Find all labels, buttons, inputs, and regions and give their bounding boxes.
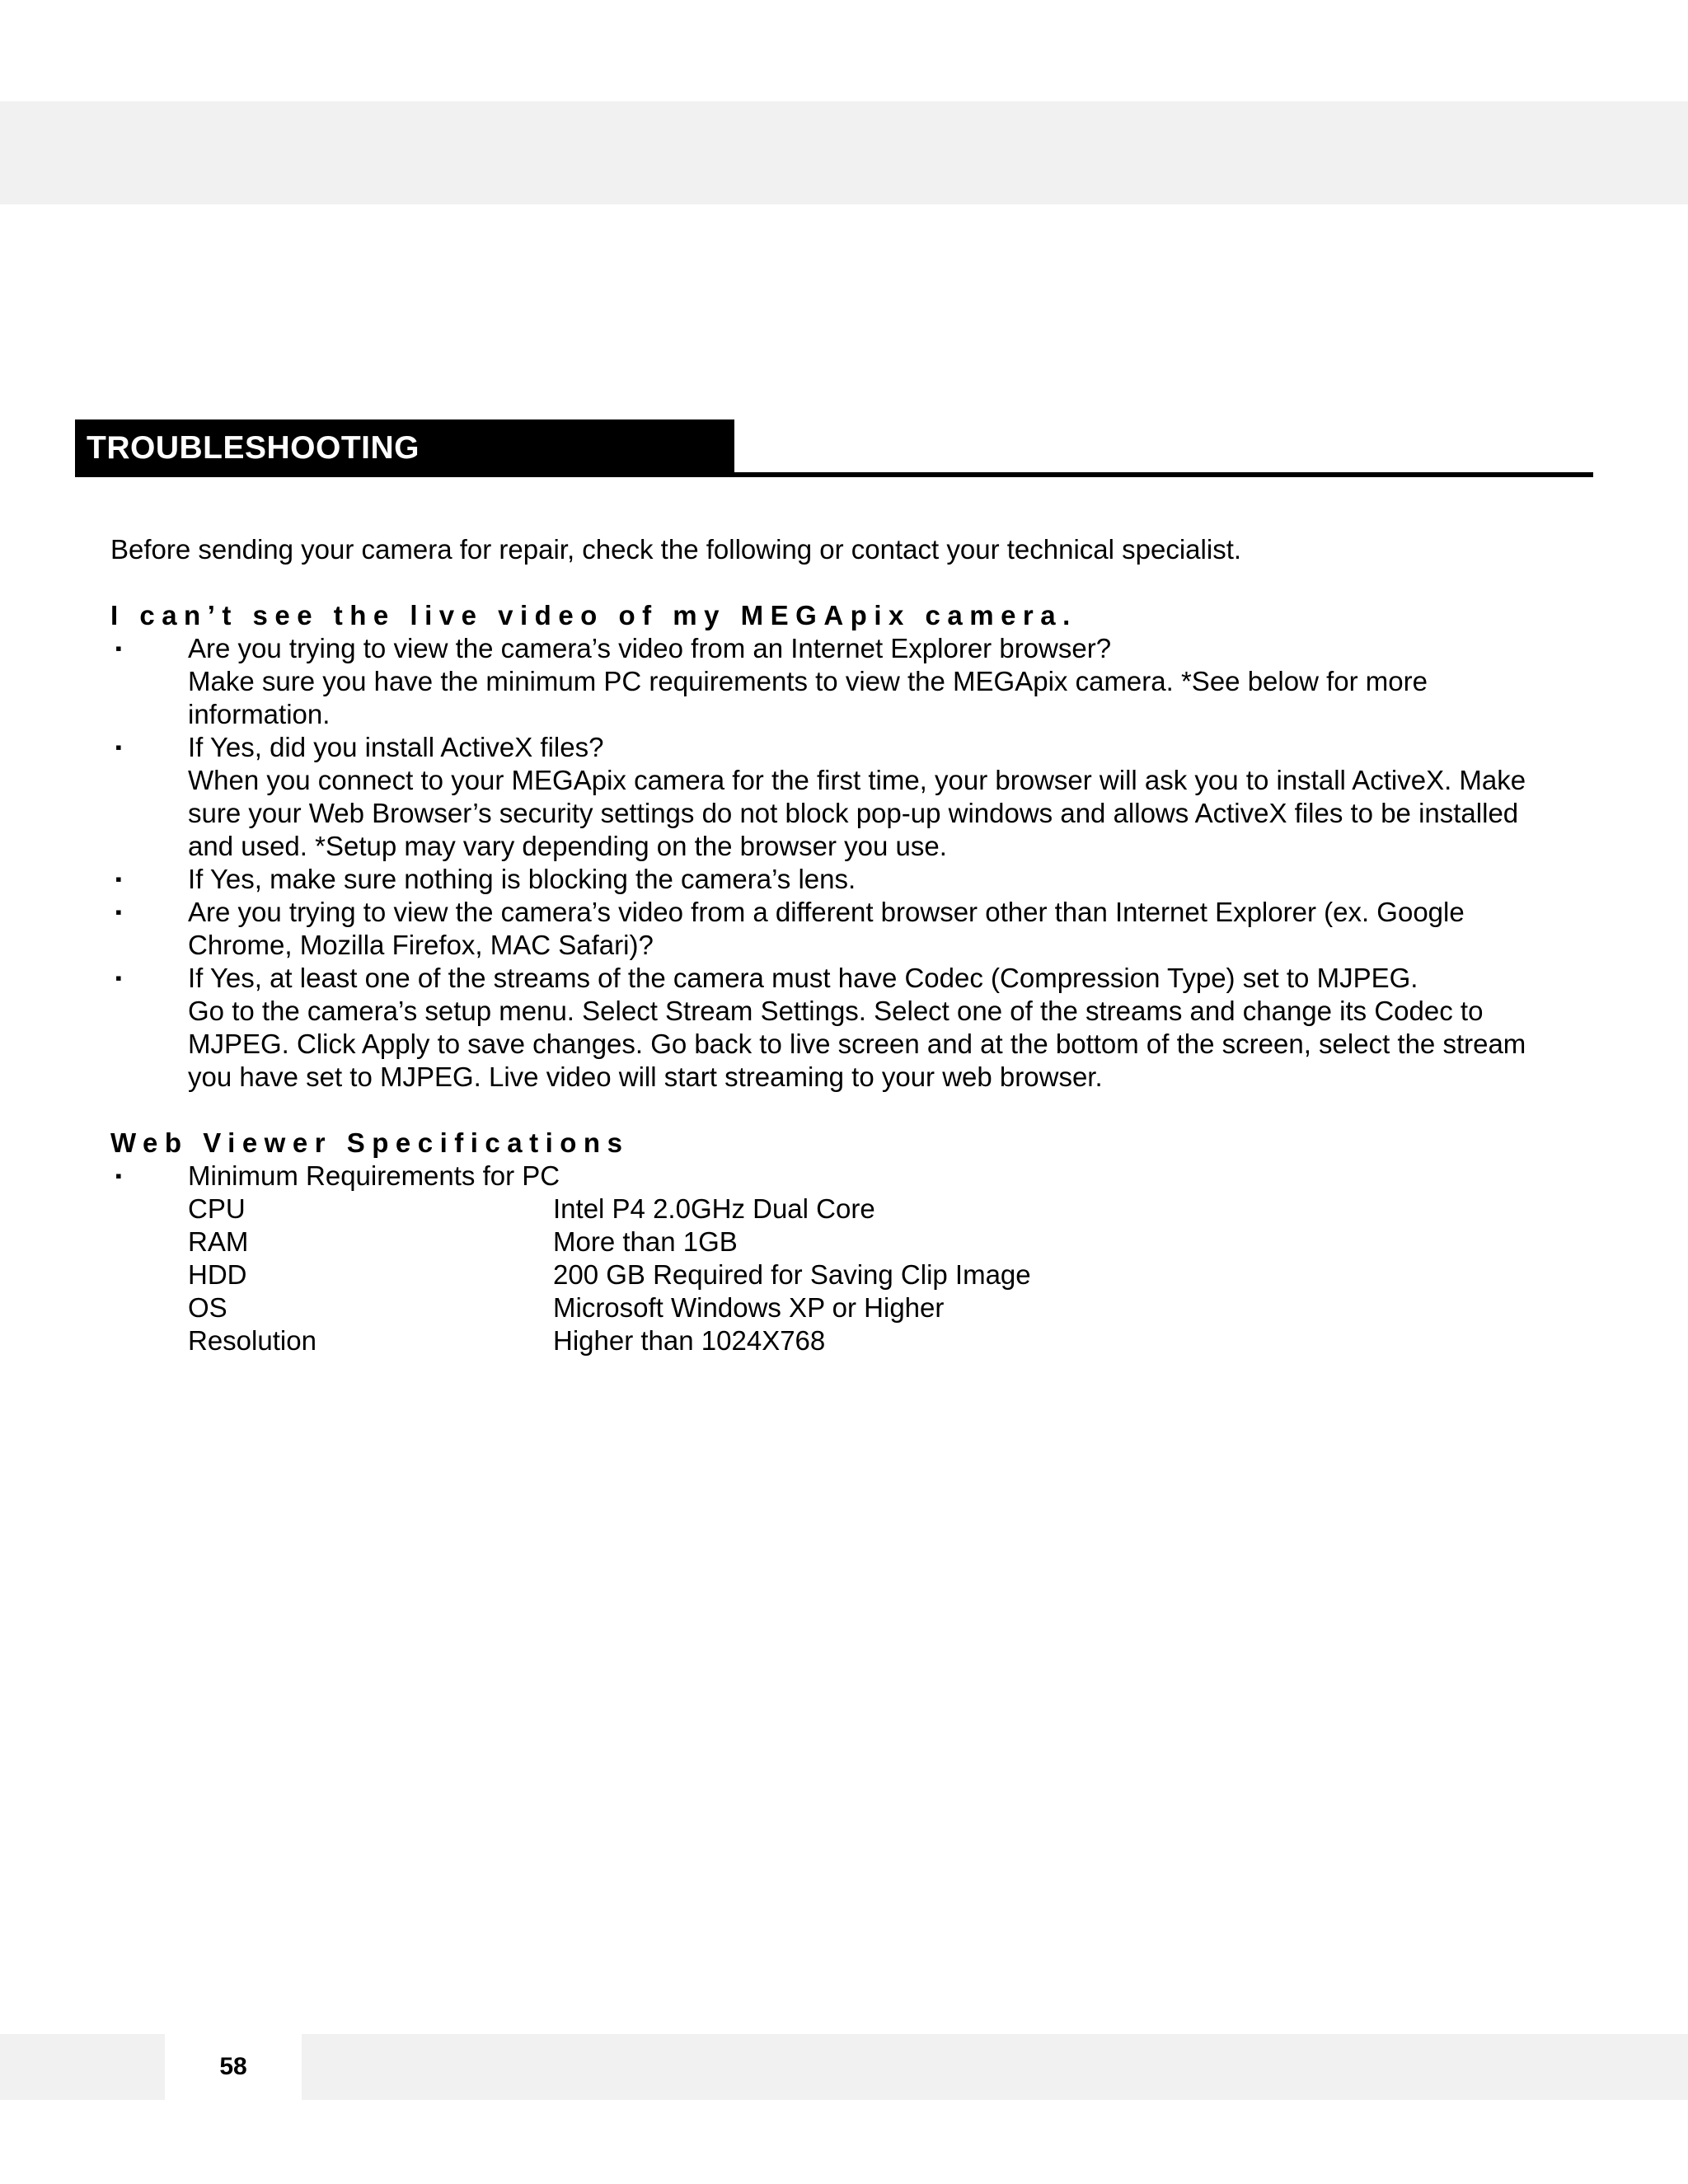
- heading-web-viewer-specs: Web Viewer Specifications: [110, 1127, 630, 1158]
- spec-value: Microsoft Windows XP or Higher: [553, 1292, 945, 1323]
- list-item: [110, 896, 1561, 962]
- bullet-icon: ▪: [115, 737, 122, 757]
- troubleshooting-list: [110, 632, 1561, 1094]
- section-title-text: TROUBLESHOOTING: [87, 430, 420, 466]
- spec-label: OS: [188, 1292, 227, 1323]
- spec-label: Resolution: [188, 1325, 316, 1356]
- spec-row: [188, 1226, 1561, 1258]
- footer-band-right: [302, 2034, 1688, 2100]
- item-line: If Yes, make sure nothing is blocking the camera’s lens.: [188, 864, 856, 894]
- spec-value: Higher than 1024X768: [553, 1325, 826, 1356]
- item-line: Make sure you have the minimum PC requirements to view the MEGApix camera. *See below for more: [188, 666, 1428, 696]
- bullet-icon: ▪: [115, 902, 122, 922]
- spec-row: [188, 1291, 1561, 1324]
- item-line: If Yes, did you install ActiveX files?: [188, 732, 604, 762]
- intro-paragraph: Before sending your camera for repair, check the following or contact your technical specialist.: [110, 534, 1242, 565]
- item-line: Are you trying to view the camera’s video from an Internet Explorer browser?: [188, 633, 1112, 663]
- bullet-icon: ▪: [115, 968, 122, 988]
- list-item: [110, 731, 1561, 863]
- item-line: Go to the camera’s setup menu. Select Stream Settings. Select one of the streams and change its Codec to: [188, 996, 1484, 1026]
- header-band: [0, 101, 1688, 204]
- item-line: Are you trying to view the camera’s video from a different browser other than Internet Explorer (ex. Google: [188, 897, 1465, 927]
- spec-value: Intel P4 2.0GHz Dual Core: [553, 1193, 875, 1224]
- spec-row: [188, 1193, 1561, 1226]
- list-item: [110, 962, 1561, 1094]
- footer-band-left: [0, 2034, 165, 2100]
- item-line: If Yes, at least one of the streams of the camera must have Codec (Compression Type) set to MJPEG.: [188, 963, 1418, 993]
- spec-label: HDD: [188, 1259, 247, 1290]
- spec-row: [188, 1258, 1561, 1291]
- section-title: [75, 419, 734, 477]
- specs-list: [110, 1160, 1561, 1357]
- item-line: information.: [188, 699, 331, 729]
- item-line: MJPEG. Click Apply to save changes. Go back to live screen and at the bottom of the screen, select the stream: [188, 1029, 1526, 1059]
- item-line: and used. *Setup may vary depending on the browser you use.: [188, 831, 947, 861]
- title-rule: [734, 472, 1593, 477]
- item-line: Chrome, Mozilla Firefox, MAC Safari)?: [188, 930, 654, 960]
- heading-live-video: I can’t see the live video of my MEGApix camera.: [110, 600, 1077, 630]
- spec-label: RAM: [188, 1226, 249, 1257]
- bullet-icon: ▪: [115, 869, 122, 889]
- item-line: sure your Web Browser’s security settings do not block pop-up windows and allows ActiveX files to be installed: [188, 798, 1519, 828]
- item-line: you have set to MJPEG. Live video will start streaming to your web browser.: [188, 1062, 1103, 1092]
- spec-label: CPU: [188, 1193, 246, 1224]
- bullet-icon: ▪: [115, 1165, 122, 1186]
- page-number: 58: [219, 2053, 247, 2080]
- list-item: [110, 632, 1561, 731]
- main-content: [110, 533, 1561, 1357]
- spec-row: [188, 1324, 1561, 1357]
- bullet-icon: ▪: [115, 638, 122, 658]
- list-item: [110, 863, 1561, 896]
- spec-value: More than 1GB: [553, 1226, 738, 1257]
- item-line: When you connect to your MEGApix camera for the first time, your browser will ask you to install ActiveX. Make: [188, 765, 1526, 795]
- spec-value: 200 GB Required for Saving Clip Image: [553, 1259, 1031, 1290]
- list-item: [110, 1160, 1561, 1357]
- specs-title: Minimum Requirements for PC: [188, 1160, 560, 1191]
